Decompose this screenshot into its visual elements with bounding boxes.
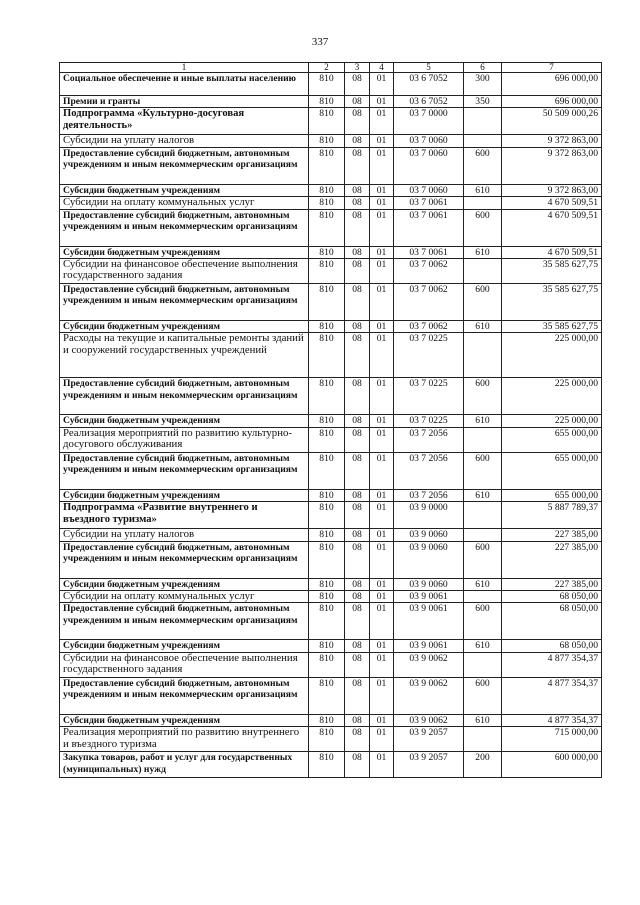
table-row	[60, 452, 602, 489]
row-name: Предоставление субсидий бюджетным, автономным учреждениям и иным некоммерческим организациям	[60, 147, 309, 184]
target-article-code: 03 6 7052	[394, 73, 464, 96]
expense-type-code	[464, 333, 502, 378]
subsection-code: 01	[370, 502, 394, 529]
amount: 715 000,00	[502, 727, 602, 752]
ministry-code: 810	[309, 652, 345, 677]
amount: 696 000,00	[502, 73, 602, 96]
section-code: 08	[345, 502, 370, 529]
table-row	[60, 184, 602, 196]
amount: 227 385,00	[502, 578, 602, 590]
row-name: Субсидии бюджетным учреждениям	[60, 489, 309, 501]
column-number: 7	[502, 63, 602, 73]
row-name: Предоставление субсидий бюджетным, автономным учреждениям и иным некоммерческим организациям	[60, 378, 309, 415]
target-article-code: 03 6 7052	[394, 96, 464, 108]
ministry-code: 810	[309, 96, 345, 108]
subsection-code: 01	[370, 184, 394, 196]
section-code: 08	[345, 259, 370, 284]
expense-type-code: 350	[464, 96, 502, 108]
target-article-code: 03 9 0062	[394, 652, 464, 677]
subsection-code: 01	[370, 640, 394, 652]
row-name: Закупка товаров, работ и услуг для государственных (муниципальных) нужд	[60, 752, 309, 778]
ministry-code: 810	[309, 209, 345, 246]
row-name: Премии и гранты	[60, 96, 309, 108]
expense-type-code: 600	[464, 209, 502, 246]
target-article-code: 03 7 0225	[394, 378, 464, 415]
subsection-code: 01	[370, 415, 394, 427]
ministry-code: 810	[309, 603, 345, 640]
amount: 225 000,00	[502, 378, 602, 415]
section-code: 08	[345, 135, 370, 147]
expense-type-code: 610	[464, 246, 502, 258]
subsection-code: 01	[370, 578, 394, 590]
ministry-code: 810	[309, 452, 345, 489]
target-article-code: 03 9 2057	[394, 752, 464, 778]
subsection-code: 01	[370, 96, 394, 108]
amount: 4 670 509,51	[502, 197, 602, 209]
expense-type-code: 600	[464, 378, 502, 415]
table-row	[60, 415, 602, 427]
row-name: Субсидии на оплату коммунальных услуг	[60, 197, 309, 209]
page-number: 337	[311, 36, 329, 48]
target-article-code: 03 9 0062	[394, 677, 464, 714]
target-article-code: 03 9 0060	[394, 541, 464, 578]
expense-type-code: 610	[464, 640, 502, 652]
table-row	[60, 591, 602, 603]
ministry-code: 810	[309, 427, 345, 452]
subsection-code: 01	[370, 73, 394, 96]
section-code: 08	[345, 284, 370, 321]
row-name: Субсидии на уплату налогов	[60, 135, 309, 147]
section-code: 08	[345, 427, 370, 452]
ministry-code: 810	[309, 321, 345, 333]
ministry-code: 810	[309, 752, 345, 778]
ministry-code: 810	[309, 284, 345, 321]
ministry-code: 810	[309, 415, 345, 427]
column-number: 4	[370, 63, 394, 73]
amount: 696 000,00	[502, 96, 602, 108]
row-name: Субсидии бюджетным учреждениям	[60, 246, 309, 258]
table-row	[60, 652, 602, 677]
table-row	[60, 96, 602, 108]
amount: 35 585 627,75	[502, 284, 602, 321]
section-code: 08	[345, 714, 370, 726]
subsection-code: 01	[370, 321, 394, 333]
ministry-code: 810	[309, 197, 345, 209]
section-code: 08	[345, 652, 370, 677]
target-article-code: 03 7 2056	[394, 452, 464, 489]
target-article-code: 03 9 0060	[394, 529, 464, 541]
section-code: 08	[345, 197, 370, 209]
subsection-code: 01	[370, 752, 394, 778]
expense-type-code: 600	[464, 603, 502, 640]
ministry-code: 810	[309, 578, 345, 590]
row-name: Расходы на текущие и капитальные ремонты зданий и сооружений государственных учреждений	[60, 333, 309, 378]
table-row	[60, 502, 602, 529]
subsection-code: 01	[370, 259, 394, 284]
ministry-code: 810	[309, 259, 345, 284]
ministry-code: 810	[309, 727, 345, 752]
section-code: 08	[345, 378, 370, 415]
table-row	[60, 135, 602, 147]
section-code: 08	[345, 603, 370, 640]
ministry-code: 810	[309, 489, 345, 501]
target-article-code: 03 7 0062	[394, 284, 464, 321]
amount: 227 385,00	[502, 541, 602, 578]
target-article-code: 03 9 0061	[394, 591, 464, 603]
table-row	[60, 677, 602, 714]
subsection-code: 01	[370, 727, 394, 752]
amount: 68 050,00	[502, 640, 602, 652]
subsection-code: 01	[370, 246, 394, 258]
table-row	[60, 427, 602, 452]
row-name: Предоставление субсидий бюджетным, автономным учреждениям и иным некоммерческим организациям	[60, 452, 309, 489]
table-row	[60, 259, 602, 284]
target-article-code: 03 9 0061	[394, 603, 464, 640]
row-name: Субсидии на оплату коммунальных услуг	[60, 591, 309, 603]
subsection-code: 01	[370, 284, 394, 321]
expense-type-code	[464, 135, 502, 147]
row-name: Социальное обеспечение и иные выплаты населению	[60, 73, 309, 96]
ministry-code: 810	[309, 108, 345, 135]
subsection-code: 01	[370, 677, 394, 714]
row-name: Предоставление субсидий бюджетным, автономным учреждениям и иным некоммерческим организациям	[60, 284, 309, 321]
expense-type-code: 600	[464, 284, 502, 321]
target-article-code: 03 7 0060	[394, 184, 464, 196]
target-article-code: 03 7 0061	[394, 246, 464, 258]
subsection-code: 01	[370, 378, 394, 415]
ministry-code: 810	[309, 378, 345, 415]
subsection-code: 01	[370, 452, 394, 489]
amount: 225 000,00	[502, 333, 602, 378]
section-code: 08	[345, 209, 370, 246]
section-code: 08	[345, 727, 370, 752]
row-name: Субсидии на финансовое обеспечение выполнения государственного задания	[60, 652, 309, 677]
target-article-code: 03 9 0060	[394, 578, 464, 590]
section-code: 08	[345, 541, 370, 578]
table-row	[60, 727, 602, 752]
subsection-code: 01	[370, 541, 394, 578]
subsection-code: 01	[370, 147, 394, 184]
ministry-code: 810	[309, 73, 345, 96]
row-name: Предоставление субсидий бюджетным, автономным учреждениям и иным некоммерческим организациям	[60, 209, 309, 246]
row-name: Субсидии бюджетным учреждениям	[60, 321, 309, 333]
amount: 35 585 627,75	[502, 259, 602, 284]
column-number: 1	[60, 63, 309, 73]
ministry-code: 810	[309, 246, 345, 258]
expense-type-code	[464, 502, 502, 529]
ministry-code: 810	[309, 640, 345, 652]
column-number-row	[60, 63, 602, 73]
section-code: 08	[345, 246, 370, 258]
table-row	[60, 209, 602, 246]
amount: 225 000,00	[502, 415, 602, 427]
row-name: Субсидии бюджетным учреждениям	[60, 640, 309, 652]
section-code: 08	[345, 321, 370, 333]
row-name: Подпрограмма «Развитие внутреннего и въездного туризма»	[60, 502, 309, 529]
amount: 68 050,00	[502, 591, 602, 603]
amount: 655 000,00	[502, 452, 602, 489]
expense-type-code: 300	[464, 73, 502, 96]
row-name: Субсидии бюджетным учреждениям	[60, 415, 309, 427]
table-row	[60, 333, 602, 378]
amount: 4 670 509,51	[502, 246, 602, 258]
budget-table	[59, 62, 602, 778]
section-code: 08	[345, 677, 370, 714]
row-name: Реализация мероприятий по развитию культурно-досугового обслуживания	[60, 427, 309, 452]
row-name: Субсидии на финансовое обеспечение выполнения государственного задания	[60, 259, 309, 284]
ministry-code: 810	[309, 677, 345, 714]
subsection-code: 01	[370, 209, 394, 246]
section-code: 08	[345, 591, 370, 603]
table-row	[60, 714, 602, 726]
table-row	[60, 489, 602, 501]
ministry-code: 810	[309, 135, 345, 147]
section-code: 08	[345, 96, 370, 108]
table-row	[60, 147, 602, 184]
expense-type-code: 610	[464, 578, 502, 590]
amount: 9 372 863,00	[502, 147, 602, 184]
ministry-code: 810	[309, 714, 345, 726]
subsection-code: 01	[370, 714, 394, 726]
expense-type-code	[464, 197, 502, 209]
table-row	[60, 603, 602, 640]
target-article-code: 03 9 0062	[394, 714, 464, 726]
amount: 9 372 863,00	[502, 184, 602, 196]
amount: 4 670 509,51	[502, 209, 602, 246]
expense-type-code	[464, 529, 502, 541]
table-row	[60, 640, 602, 652]
ministry-code: 810	[309, 591, 345, 603]
ministry-code: 810	[309, 502, 345, 529]
ministry-code: 810	[309, 147, 345, 184]
expense-type-code: 610	[464, 415, 502, 427]
target-article-code: 03 7 2056	[394, 427, 464, 452]
section-code: 08	[345, 452, 370, 489]
table-row	[60, 529, 602, 541]
section-code: 08	[345, 752, 370, 778]
amount: 600 000,00	[502, 752, 602, 778]
table-row	[60, 541, 602, 578]
section-code: 08	[345, 147, 370, 184]
subsection-code: 01	[370, 427, 394, 452]
subsection-code: 01	[370, 591, 394, 603]
expense-type-code	[464, 652, 502, 677]
expense-type-code: 610	[464, 489, 502, 501]
amount: 655 000,00	[502, 427, 602, 452]
amount: 50 509 000,26	[502, 108, 602, 135]
ministry-code: 810	[309, 529, 345, 541]
row-name: Предоставление субсидий бюджетным, автономным учреждениям и иным некоммерческим организациям	[60, 677, 309, 714]
table-row	[60, 73, 602, 96]
subsection-code: 01	[370, 108, 394, 135]
row-name: Предоставление субсидий бюджетным, автономным учреждениям и иным некоммерческим организациям	[60, 541, 309, 578]
expense-type-code	[464, 259, 502, 284]
amount: 4 877 354,37	[502, 714, 602, 726]
table-row	[60, 752, 602, 778]
section-code: 08	[345, 73, 370, 96]
subsection-code: 01	[370, 135, 394, 147]
subsection-code: 01	[370, 197, 394, 209]
amount: 9 372 863,00	[502, 135, 602, 147]
target-article-code: 03 7 0062	[394, 321, 464, 333]
expense-type-code	[464, 427, 502, 452]
ministry-code: 810	[309, 333, 345, 378]
subsection-code: 01	[370, 603, 394, 640]
section-code: 08	[345, 184, 370, 196]
table-row	[60, 378, 602, 415]
expense-type-code	[464, 108, 502, 135]
expense-type-code: 600	[464, 452, 502, 489]
amount: 35 585 627,75	[502, 321, 602, 333]
table-row	[60, 321, 602, 333]
amount: 655 000,00	[502, 489, 602, 501]
subsection-code: 01	[370, 529, 394, 541]
target-article-code: 03 9 0000	[394, 502, 464, 529]
amount: 5 887 789,37	[502, 502, 602, 529]
section-code: 08	[345, 489, 370, 501]
expense-type-code	[464, 591, 502, 603]
row-name: Предоставление субсидий бюджетным, автономным учреждениям и иным некоммерческим организациям	[60, 603, 309, 640]
row-name: Субсидии бюджетным учреждениям	[60, 578, 309, 590]
row-name: Реализация мероприятий по развитию внутреннего и въездного туризма	[60, 727, 309, 752]
target-article-code: 03 7 2056	[394, 489, 464, 501]
target-article-code: 03 7 0060	[394, 135, 464, 147]
section-code: 08	[345, 640, 370, 652]
expense-type-code: 610	[464, 184, 502, 196]
ministry-code: 810	[309, 541, 345, 578]
amount: 4 877 354,37	[502, 677, 602, 714]
target-article-code: 03 9 0061	[394, 640, 464, 652]
amount: 4 877 354,37	[502, 652, 602, 677]
table-row	[60, 578, 602, 590]
expense-type-code: 200	[464, 752, 502, 778]
amount: 68 050,00	[502, 603, 602, 640]
section-code: 08	[345, 333, 370, 378]
subsection-code: 01	[370, 489, 394, 501]
target-article-code: 03 7 0061	[394, 197, 464, 209]
section-code: 08	[345, 108, 370, 135]
section-code: 08	[345, 529, 370, 541]
target-article-code: 03 7 0225	[394, 415, 464, 427]
section-code: 08	[345, 578, 370, 590]
column-number: 5	[394, 63, 464, 73]
subsection-code: 01	[370, 652, 394, 677]
table-body	[60, 73, 602, 778]
column-number: 2	[309, 63, 345, 73]
table-row	[60, 246, 602, 258]
expense-type-code	[464, 727, 502, 752]
expense-type-code: 610	[464, 321, 502, 333]
target-article-code: 03 7 0062	[394, 259, 464, 284]
row-name: Субсидии на уплату налогов	[60, 529, 309, 541]
ministry-code: 810	[309, 184, 345, 196]
section-code: 08	[345, 415, 370, 427]
row-name: Субсидии бюджетным учреждениям	[60, 184, 309, 196]
target-article-code: 03 7 0000	[394, 108, 464, 135]
expense-type-code: 610	[464, 714, 502, 726]
target-article-code: 03 7 0061	[394, 209, 464, 246]
expense-type-code: 600	[464, 677, 502, 714]
column-number: 6	[464, 63, 502, 73]
column-number: 3	[345, 63, 370, 73]
target-article-code: 03 9 2057	[394, 727, 464, 752]
expense-type-code: 600	[464, 541, 502, 578]
subsection-code: 01	[370, 333, 394, 378]
target-article-code: 03 7 0225	[394, 333, 464, 378]
table-row	[60, 108, 602, 135]
table-row	[60, 197, 602, 209]
row-name: Подпрограмма «Культурно-досуговая деятельность»	[60, 108, 309, 135]
target-article-code: 03 7 0060	[394, 147, 464, 184]
row-name: Субсидии бюджетным учреждениям	[60, 714, 309, 726]
expense-type-code: 600	[464, 147, 502, 184]
table-row	[60, 284, 602, 321]
amount: 227 385,00	[502, 529, 602, 541]
